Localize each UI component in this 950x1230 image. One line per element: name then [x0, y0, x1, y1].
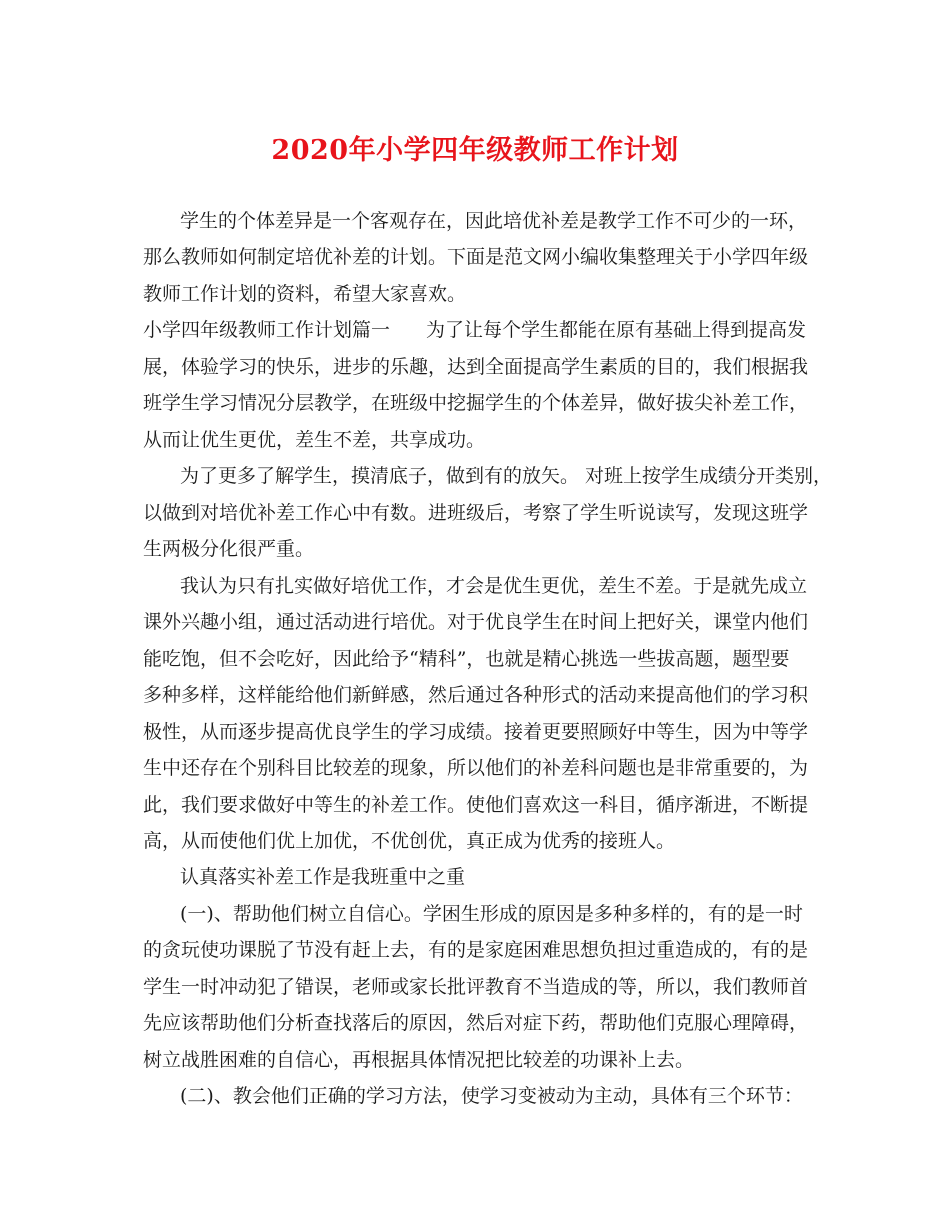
text-segment: 为了让每个学生都能在原有基础上得到提高发 — [426, 319, 807, 341]
text-line: 高，从而使他们优上加优，不优创优，真正成为优秀的接班人。 — [143, 830, 676, 852]
section-heading-line — [143, 319, 806, 341]
text-line: 极性，从而逐步提高优良学生的学习成绩。接着更要照顾好中等生，因为中等学 — [143, 721, 809, 743]
text-line: 生两极分化很严重。 — [143, 538, 315, 560]
text-line: 班学生学习情况分层教学，在班级中挖掘学生的个体差异，做好拔尖补差工作， — [143, 392, 809, 414]
text-line: 我认为只有扎实做好培优工作，才会是优生更优，差生不差。于是就先成立 — [180, 575, 808, 597]
text-line: 那么教师如何制定培优补差的计划。下面是范文网小编收集整理关于小学四年级 — [143, 246, 809, 268]
text-line: 此，我们要求做好中等生的补差工作。使他们喜欢这一科目，循序渐进，不断提 — [143, 794, 809, 816]
text-line: 树立战胜困难的自信心，再根据具体情况把比较差的功课补上去。 — [143, 1049, 695, 1071]
text-line: (二)、教会他们正确的学习方法，使学习变被动为主动，具体有三个环节： — [180, 1085, 803, 1107]
text-line: 从而让优生更优，差生不差，共享成功。 — [143, 429, 486, 451]
text-line: (一)、帮助他们树立自信心。学困生形成的原因是多种多样的，有的是一时 — [180, 903, 803, 925]
text-line: 生中还存在个别科目比较差的现象，所以他们的补差科问题也是非常重要的，为 — [143, 757, 809, 779]
section-heading: 小学四年级教师工作计划篇一 — [143, 319, 391, 341]
document-title: 2020年小学四年级教师工作计划 — [271, 135, 679, 166]
text-line: 展，体验学习的快乐，进步的乐趣，达到全面提高学生素质的目的，我们根据我 — [143, 356, 809, 378]
text-line: 以做到对培优补差工作心中有数。进班级后，考察了学生听说读写，发现这班学 — [143, 502, 809, 524]
text-line: 学生的个体差异是一个客观存在，因此培优补差是教学工作不可少的一环， — [180, 210, 808, 232]
text-line: 认真落实补差工作是我班重中之重 — [180, 866, 466, 888]
text-line: 多种多样，这样能给他们新鲜感，然后通过各种形式的活动来提高他们的学习积 — [143, 684, 809, 706]
text-line: 的贪玩使功课脱了节没有赶上去，有的是家庭困难思想负担过重造成的，有的是 — [143, 939, 809, 961]
text-line: 课外兴趣小组，通过活动进行培优。对于优良学生在时间上把好关，课堂内他们 — [143, 611, 809, 633]
text-line: 先应该帮助他们分析查找落后的原因，然后对症下药，帮助他们克服心理障碍， — [143, 1012, 809, 1034]
text-line: 能吃饱，但不会吃好，因此给予“精科”，也就是精心挑选一些拔高题，题型要 — [143, 648, 790, 670]
text-line: 学生一时冲动犯了错误，老师或家长批评教育不当造成的等，所以，我们教师首 — [143, 976, 809, 998]
text-line: 为了更多了解学生，摸清底子，做到有的放矢。 对班上按学生成绩分开类别， — [180, 465, 833, 487]
text-line: 教师工作计划的资料，希望大家喜欢。 — [143, 283, 467, 305]
